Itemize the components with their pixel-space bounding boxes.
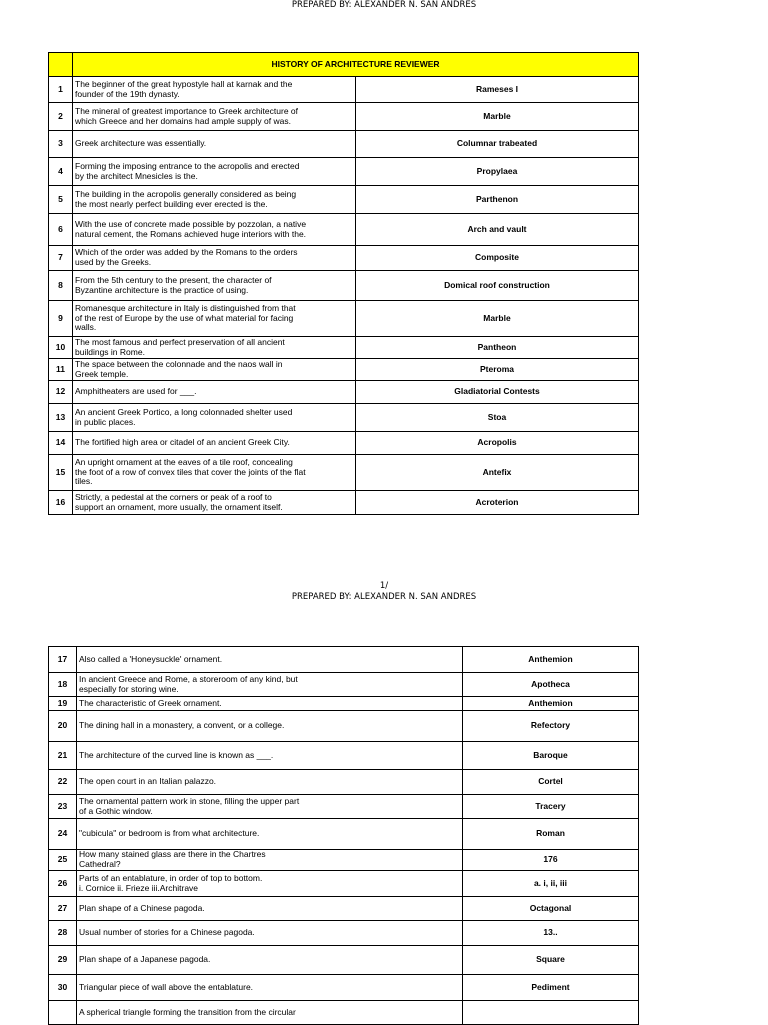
table-row xyxy=(49,819,639,850)
table-row xyxy=(49,697,639,711)
question-line: Plan shape of a Japanese pagoda. xyxy=(79,954,211,965)
answer-cell: Tracery xyxy=(463,795,639,819)
answer-cell: Stoa xyxy=(356,404,639,432)
row-number: 7 xyxy=(49,246,73,271)
question-cell xyxy=(73,432,356,455)
answer-cell: Roman xyxy=(463,819,639,850)
row-number: 3 xyxy=(49,131,73,158)
question-line: Which of the order was added by the Romans to the orders xyxy=(75,247,298,258)
answer-cell: Antefix xyxy=(356,455,639,491)
answer-cell: Pteroma xyxy=(356,359,639,381)
question-line: The open court in an Italian palazzo. xyxy=(79,776,217,787)
question-cell xyxy=(73,455,356,491)
table-row xyxy=(49,186,639,214)
answer-cell: Pantheon xyxy=(356,337,639,359)
page-number: 1/ xyxy=(379,581,389,591)
row-number: 12 xyxy=(49,381,73,404)
prepared-by-header: PREPARED BY: ALEXANDER N. SAN ANDRES xyxy=(291,0,477,10)
answer-cell: Acropolis xyxy=(356,432,639,455)
table-row xyxy=(49,871,639,897)
question-line: An ancient Greek Portico, a long colonnaded shelter used xyxy=(75,406,293,417)
answer-cell: Gladiatorial Contests xyxy=(356,381,639,404)
table-row xyxy=(49,271,639,301)
question-line: The space between the colonnade and the naos wall in xyxy=(75,358,283,369)
table-row xyxy=(49,432,639,455)
table-row xyxy=(49,158,639,186)
table-row xyxy=(49,850,639,871)
question-line: founder of the 19th dynasty. xyxy=(75,88,180,99)
table-row xyxy=(49,673,639,697)
answer-cell: Marble xyxy=(356,301,639,337)
table-row xyxy=(49,103,639,131)
table-row xyxy=(49,246,639,271)
question-cell xyxy=(73,214,356,246)
question-cell xyxy=(77,697,463,711)
table-row xyxy=(49,1001,639,1025)
prepared-by-header-2: PREPARED BY: ALEXANDER N. SAN ANDRES xyxy=(291,592,477,602)
question-line: The beginner of the great hypostyle hall at karnak and the xyxy=(75,78,293,89)
table-row xyxy=(49,301,639,337)
question-cell xyxy=(73,271,356,301)
question-line: i. Cornice ii. Frieze iii.Architrave xyxy=(79,882,199,893)
row-number: 4 xyxy=(49,158,73,186)
question-line: walls. xyxy=(75,322,97,333)
question-line: the foot of a row of convex tiles that cover the joints of the flat xyxy=(75,466,306,477)
question-cell xyxy=(77,795,463,819)
question-line: support an ornament, more usually, the ornament itself. xyxy=(75,501,283,512)
answer-cell xyxy=(463,1001,639,1025)
question-line: From the 5th century to the present, the character of xyxy=(75,274,272,285)
question-line: Romanesque architecture in Italy is distinguished from that xyxy=(75,303,296,314)
question-cell xyxy=(73,131,356,158)
answer-cell: 13.. xyxy=(463,921,639,946)
answer-cell: Rameses I xyxy=(356,77,639,103)
table-row xyxy=(49,711,639,742)
row-number: 26 xyxy=(49,871,77,897)
reviewer-table-page-2 xyxy=(48,646,639,1025)
row-number: 23 xyxy=(49,795,77,819)
question-line: buildings in Rome. xyxy=(75,346,145,357)
row-number: 13 xyxy=(49,404,73,432)
question-cell xyxy=(77,871,463,897)
question-cell xyxy=(77,946,463,975)
question-cell xyxy=(73,301,356,337)
question-line: used by the Greeks. xyxy=(75,257,152,267)
row-number: 28 xyxy=(49,921,77,946)
row-number: 24 xyxy=(49,819,77,850)
question-cell xyxy=(73,158,356,186)
table-row xyxy=(49,455,639,491)
question-line: of a Gothic window. xyxy=(79,805,153,816)
table-row xyxy=(49,647,639,673)
question-line: The dining hall in a monastery, a convent, or a college. xyxy=(79,720,285,731)
question-line: especially for storing wine. xyxy=(79,683,179,694)
question-line: Amphitheaters are used for ___. xyxy=(75,386,197,397)
row-number: 29 xyxy=(49,946,77,975)
question-line: The building in the acropolis generally considered as being xyxy=(75,188,297,199)
table-row xyxy=(49,381,639,404)
question-line: Strictly, a pedestal at the corners or peak of a roof to xyxy=(75,491,272,502)
question-line: The architecture of the curved line is known as ___. xyxy=(79,749,274,760)
question-cell xyxy=(73,337,356,359)
table-row xyxy=(49,491,639,515)
question-line: of the rest of Europe by the use of what material for facing xyxy=(75,312,294,323)
answer-cell: Marble xyxy=(356,103,639,131)
question-cell xyxy=(77,975,463,1001)
question-line: Triangular piece of wall above the entablature. xyxy=(79,981,254,992)
table-row xyxy=(49,770,639,795)
question-cell xyxy=(77,1001,463,1025)
table-row xyxy=(49,897,639,921)
row-number: 10 xyxy=(49,337,73,359)
question-cell xyxy=(77,770,463,795)
table-row xyxy=(49,921,639,946)
row-number xyxy=(49,1001,77,1025)
question-line: by the architect Mnesicles is the. xyxy=(75,170,198,181)
question-line: Cathedral? xyxy=(79,859,121,869)
answer-cell: Propylaea xyxy=(356,158,639,186)
question-cell xyxy=(77,897,463,921)
question-line: A spherical triangle forming the transition from the circular xyxy=(79,1006,296,1017)
row-number: 25 xyxy=(49,850,77,871)
row-number: 21 xyxy=(49,742,77,770)
table-row xyxy=(49,975,639,1001)
row-number: 6 xyxy=(49,214,73,246)
question-cell xyxy=(73,381,356,404)
question-line: The fortified high area or citadel of an ancient Greek City. xyxy=(75,437,290,448)
row-number: 8 xyxy=(49,271,73,301)
question-line: The mineral of greatest importance to Greek architecture of xyxy=(75,105,298,116)
question-line: How many stained glass are there in the Chartres xyxy=(79,849,266,860)
question-cell xyxy=(77,711,463,742)
table-row xyxy=(49,77,639,103)
question-line: An upright ornament at the eaves of a tile roof, concealing xyxy=(75,457,293,468)
row-number: 14 xyxy=(49,432,73,455)
question-cell xyxy=(77,819,463,850)
row-number: 19 xyxy=(49,697,77,711)
question-line: tiles. xyxy=(75,476,93,487)
question-cell xyxy=(77,850,463,871)
answer-cell: Parthenon xyxy=(356,186,639,214)
answer-cell: a. i, ii, iii xyxy=(463,871,639,897)
answer-cell: Square xyxy=(463,946,639,975)
question-line: natural cement, the Romans achieved huge interiors with the. xyxy=(75,228,307,239)
table-title-row xyxy=(49,53,639,77)
question-line: Greek temple. xyxy=(75,368,129,379)
row-number: 9 xyxy=(49,301,73,337)
answer-cell: Refectory xyxy=(463,711,639,742)
row-number: 11 xyxy=(49,359,73,381)
question-cell xyxy=(73,77,356,103)
question-cell xyxy=(73,246,356,271)
question-cell xyxy=(77,742,463,770)
answer-cell: 176 xyxy=(463,850,639,871)
reviewer-table-page-1 xyxy=(48,52,639,515)
row-number: 20 xyxy=(49,711,77,742)
answer-cell: Cortel xyxy=(463,770,639,795)
answer-cell: Baroque xyxy=(463,742,639,770)
row-number: 2 xyxy=(49,103,73,131)
question-cell xyxy=(77,673,463,697)
row-number: 18 xyxy=(49,673,77,697)
row-number: 22 xyxy=(49,770,77,795)
table-title: HISTORY OF ARCHITECTURE REVIEWER xyxy=(73,53,639,77)
row-number: 15 xyxy=(49,455,73,491)
answer-cell: Pediment xyxy=(463,975,639,1001)
question-line: With the use of concrete made possible by pozzolan, a native xyxy=(75,218,307,229)
question-line: Also called a 'Honeysuckle' ornament. xyxy=(79,653,223,664)
table-row xyxy=(49,359,639,381)
question-cell xyxy=(77,921,463,946)
question-line: which Greece and her domains had ample supply of was. xyxy=(75,115,291,126)
question-cell xyxy=(73,359,356,381)
row-number: 16 xyxy=(49,491,73,515)
row-number: 30 xyxy=(49,975,77,1001)
answer-cell: Acroterion xyxy=(356,491,639,515)
question-line: The most famous and perfect preservation of all ancient xyxy=(75,336,285,347)
answer-cell: Anthemion xyxy=(463,697,639,711)
table-row xyxy=(49,946,639,975)
question-cell xyxy=(77,647,463,673)
question-line: In ancient Greece and Rome, a storeroom of any kind, but xyxy=(79,673,298,684)
question-line: The ornamental pattern work in stone, filling the upper part xyxy=(79,795,300,806)
question-line: in public places. xyxy=(75,416,136,427)
answer-cell: Domical roof construction xyxy=(356,271,639,301)
question-cell xyxy=(73,491,356,515)
question-line: Greek architecture was essentially. xyxy=(75,138,207,149)
row-number: 5 xyxy=(49,186,73,214)
row-number: 27 xyxy=(49,897,77,921)
table-row xyxy=(49,337,639,359)
answer-cell: Columnar trabeated xyxy=(356,131,639,158)
table-row xyxy=(49,742,639,770)
question-line: Forming the imposing entrance to the acropolis and erected xyxy=(75,160,300,171)
title-blank-cell xyxy=(49,53,73,77)
question-line: "cubicula" or bedroom is from what architecture. xyxy=(79,828,260,839)
answer-cell: Octagonal xyxy=(463,897,639,921)
question-line: Byzantine architecture is the practice of using. xyxy=(75,284,249,295)
answer-cell: Anthemion xyxy=(463,647,639,673)
answer-cell: Arch and vault xyxy=(356,214,639,246)
question-line: Parts of an entablature, in order of top to bottom. xyxy=(79,872,263,883)
table-row xyxy=(49,795,639,819)
table-row xyxy=(49,131,639,158)
answer-cell: Composite xyxy=(356,246,639,271)
question-line: the most nearly perfect building ever erected is the. xyxy=(75,198,268,209)
row-number: 1 xyxy=(49,77,73,103)
table-row xyxy=(49,404,639,432)
question-line: The characteristic of Greek ornament. xyxy=(79,697,222,708)
answer-cell: Apotheca xyxy=(463,673,639,697)
question-line: Plan shape of a Chinese pagoda. xyxy=(79,902,205,913)
question-cell xyxy=(73,186,356,214)
question-cell xyxy=(73,404,356,432)
row-number: 17 xyxy=(49,647,77,673)
question-line: Usual number of stories for a Chinese pagoda. xyxy=(79,927,255,938)
table-row xyxy=(49,214,639,246)
question-cell xyxy=(73,103,356,131)
